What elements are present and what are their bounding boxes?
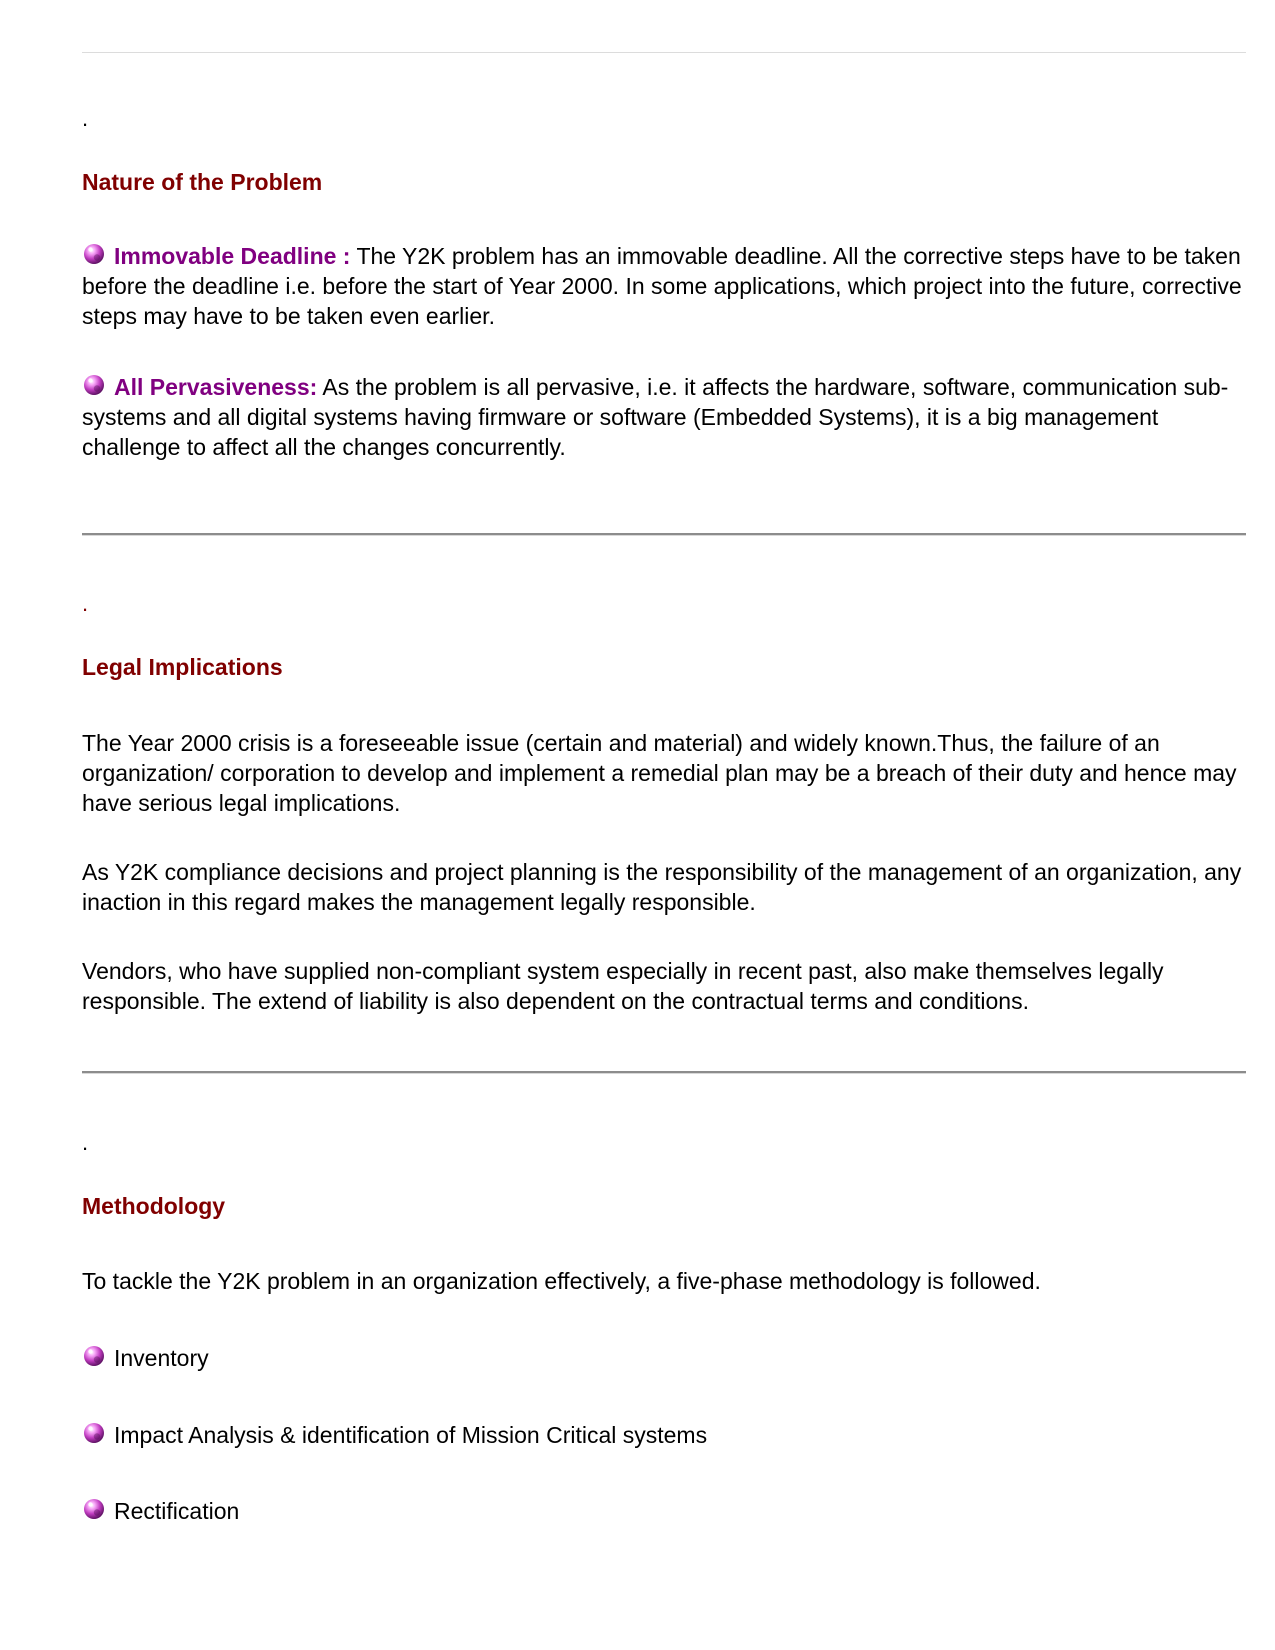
methodology-intro: To tackle the Y2K problem in an organization effectively, a five-phase methodology is followed.	[82, 1268, 1041, 1294]
section-heading-methodology: Methodology	[82, 1193, 226, 1219]
list-item	[82, 1420, 707, 1450]
nature-item-text: The Y2K problem has an immovable deadline. All the corrective steps have to be taken before the deadline i.e. before the start of Year 2000. In some applications, which project into the future, corrective steps may have to be taken even earlier.	[82, 243, 1242, 329]
section-anchor-dot: .	[82, 106, 89, 131]
purple-ball-icon	[82, 242, 106, 266]
section-heading-nature: Nature of the Problem	[82, 169, 323, 195]
purple-ball-icon	[82, 373, 106, 397]
section-anchor-dot: .	[82, 591, 89, 616]
nature-item-term: All Pervasiveness:	[114, 374, 318, 400]
nature-item-text: As the problem is all pervasive, i.e. it affects the hardware, software, communication sub-systems and all digital systems having firmware or software (Embedded Systems), it is a big management challenge to affect all the changes concurrently.	[82, 374, 1229, 460]
phase-label: Inventory	[114, 1345, 209, 1371]
section-divider	[82, 1071, 1246, 1074]
purple-ball-icon	[82, 1497, 106, 1521]
phase-label: Rectification	[114, 1498, 240, 1524]
top-divider	[82, 52, 1246, 53]
nature-item-immovable-deadline	[82, 241, 1246, 331]
list-item	[82, 1496, 239, 1526]
purple-ball-icon	[82, 1421, 106, 1445]
legal-paragraph: As Y2K compliance decisions and project planning is the responsibility of the management of an organization, any inaction in this regard makes the management legally responsible.	[82, 859, 1242, 915]
list-item	[82, 1343, 209, 1373]
legal-paragraph: The Year 2000 crisis is a foreseeable issue (certain and material) and widely known.Thus, the failure of an organization/ corporation to develop and implement a remedial plan may be a breach of their duty and hence may have serious legal implications.	[82, 730, 1237, 816]
nature-item-term: Immovable Deadline :	[114, 243, 351, 269]
section-anchor-dot: .	[82, 1130, 89, 1155]
phase-label: Impact Analysis & identification of Mission Critical systems	[114, 1422, 708, 1448]
nature-item-all-pervasiveness	[82, 372, 1246, 462]
purple-ball-icon	[82, 1344, 106, 1368]
section-divider	[82, 533, 1246, 536]
section-heading-legal: Legal Implications	[82, 654, 283, 680]
legal-paragraph: Vendors, who have supplied non-compliant system especially in recent past, also make themselves legally responsible. The extend of liability is also dependent on the contractual terms and conditions.	[82, 958, 1164, 1014]
